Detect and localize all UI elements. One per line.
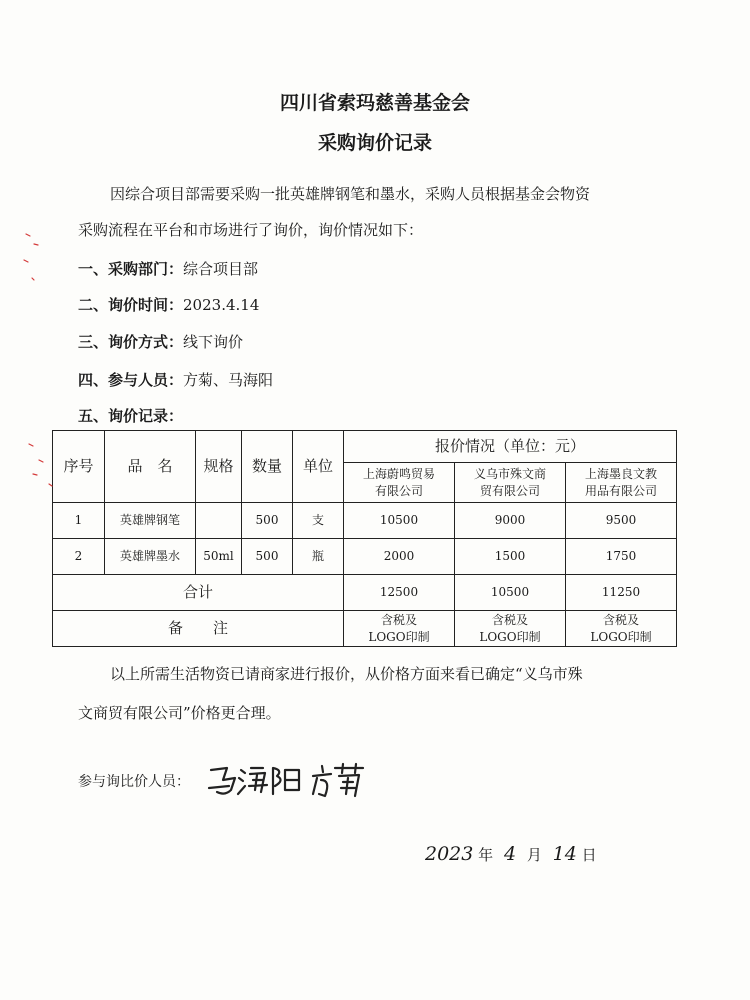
item-inquiry-date-value: 2023.4.14	[183, 296, 260, 314]
header-quote-group: 报价情况（单位：元）	[344, 431, 677, 463]
table-row	[53, 539, 677, 575]
conclusion-line-2: 文商贸有限公司”价格更合理。	[78, 704, 281, 722]
remark-line1: 含税及	[491, 613, 528, 628]
remark-line2: LOGO印制	[590, 629, 652, 644]
row-no: 2	[53, 539, 105, 575]
item-participants-value: 方菊、马海阳	[183, 371, 274, 389]
header-name: 品 名	[105, 431, 196, 503]
row-no: 1	[53, 503, 105, 539]
date-month: 4	[503, 843, 517, 865]
header-unit: 单位	[293, 431, 344, 503]
row-qty: 500	[242, 503, 293, 539]
item-inquiry-date-key: 二、询价时间：	[78, 296, 184, 314]
row-spec: 50ml	[196, 539, 242, 575]
item-inquiry-method	[78, 331, 243, 352]
supplier-name-line1: 义乌市殊文商	[473, 467, 546, 482]
intro-line-1: 因综合项目部需要采购一批英雄牌钢笔和墨水，采购人员根据基金会物资	[110, 185, 591, 203]
total-label: 合计	[53, 575, 344, 611]
red-ink-marks	[20, 230, 50, 290]
supplier-header	[455, 463, 566, 503]
header-spec: 规格	[196, 431, 242, 503]
row-price: 1750	[566, 539, 677, 575]
row-price: 9000	[455, 503, 566, 539]
item-inquiry-method-key: 三、询价方式：	[78, 333, 184, 351]
row-unit: 瓶	[293, 539, 344, 575]
item-inquiry-date	[78, 294, 259, 315]
remark-line1: 含税及	[380, 613, 417, 628]
row-unit: 支	[293, 503, 344, 539]
item-inquiry-method-value: 线下询价	[183, 333, 244, 351]
item-inquiry-record	[78, 405, 183, 426]
row-spec	[196, 503, 242, 539]
row-price: 10500	[344, 503, 455, 539]
supplier-header	[566, 463, 677, 503]
document-title: 采购询价记录	[317, 132, 432, 154]
conclusion-line-1: 以上所需生活物资已请商家进行报价，从价格方面来看已确定“义乌市殊	[110, 665, 583, 683]
row-price: 1500	[455, 539, 566, 575]
remark-value	[566, 611, 677, 647]
handwritten-signature	[205, 758, 365, 802]
date-month-char: 月	[526, 846, 542, 864]
intro-line-2: 采购流程在平台和市场进行了询价，询价情况如下：	[78, 221, 424, 239]
remark-line1: 含税及	[603, 613, 640, 628]
remark-value	[344, 611, 455, 647]
item-inquiry-record-key: 五、询价记录：	[78, 407, 184, 425]
remark-line2: LOGO印制	[479, 629, 541, 644]
row-qty: 500	[242, 539, 293, 575]
item-participants	[78, 369, 273, 390]
signature-label: 参与询比价人员：	[78, 774, 190, 790]
remark-value	[455, 611, 566, 647]
row-price: 9500	[566, 503, 677, 539]
total-value: 10500	[455, 575, 566, 611]
signing-date	[425, 843, 597, 865]
date-year-char: 年	[478, 846, 494, 864]
supplier-name-line1: 上海蔚鸣贸易	[362, 467, 435, 482]
item-department-key: 一、采购部门：	[78, 260, 184, 278]
supplier-name-line2: 有限公司	[374, 483, 423, 498]
inquiry-table	[52, 430, 677, 647]
header-no: 序号	[53, 431, 105, 503]
remark-row	[53, 611, 677, 647]
total-value: 11250	[566, 575, 677, 611]
total-value: 12500	[344, 575, 455, 611]
red-ink-marks	[25, 440, 65, 490]
date-year: 2023	[425, 843, 474, 865]
total-row	[53, 575, 677, 611]
row-name: 英雄牌墨水	[105, 539, 196, 575]
remark-label: 备 注	[53, 611, 344, 647]
row-price: 2000	[344, 539, 455, 575]
supplier-name-line2: 贸有限公司	[479, 483, 540, 498]
table-row	[53, 503, 677, 539]
remark-line2: LOGO印制	[368, 629, 430, 644]
header-qty: 数量	[242, 431, 293, 503]
row-name: 英雄牌钢笔	[105, 503, 196, 539]
date-day: 14	[552, 843, 577, 865]
item-department	[78, 258, 258, 279]
item-department-value: 综合项目部	[183, 260, 259, 278]
supplier-header	[344, 463, 455, 503]
supplier-name-line2: 用品有限公司	[585, 483, 658, 498]
date-day-char: 日	[581, 846, 597, 864]
supplier-name-line1: 上海墨良文教	[585, 467, 658, 482]
organization-title: 四川省索玛慈善基金会	[279, 92, 470, 114]
item-participants-key: 四、参与人员：	[78, 371, 184, 389]
